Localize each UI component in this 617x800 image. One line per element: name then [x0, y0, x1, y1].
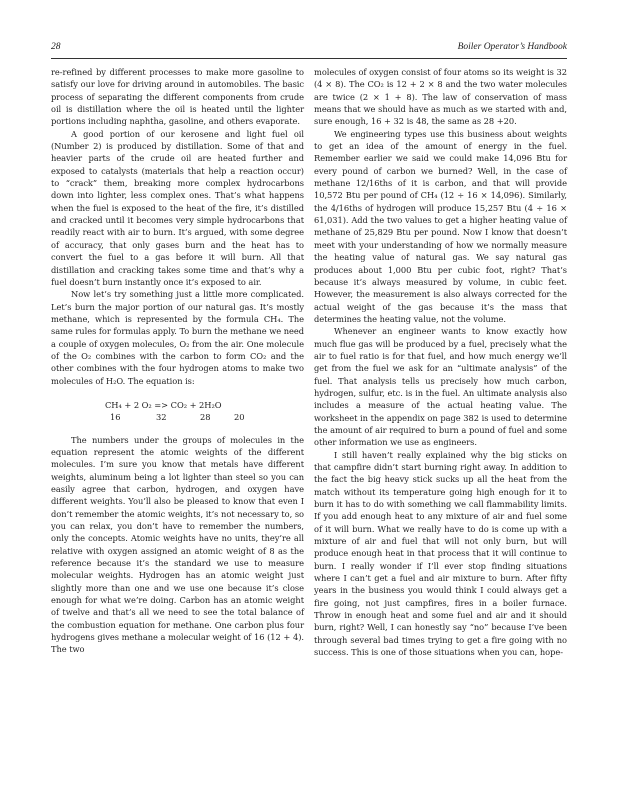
paragraph: I still haven’t really explained why the big sticks on that campfire didn’t start burning right away. In addition to the fact the big heavy stick sucks up all the heat from the match without its temperature going high enough for it to burn it has to do with something we call flammability limits. If you add enough heat to any mixture of air and fuel some of it will burn. What we really have to do is come up with a mixture of air and fuel that will not only burn, but will produce enough heat in that process that it will continue to burn. I really wonder if I’ll ever stop finding situations where I can’t get a fuel and air mixture to burn. After fifty years in the business you would think I could always get a fire going, not just campfires, fires in a boiler furnace. Throw in enough heat and some fuel and air and it should burn, right? Well, I can honestly say “no” because I’ve been through several bad times trying to get a fire going with no success. This is one of those situations when you can, hope-	[314, 449, 567, 658]
weight-co2: 28	[200, 412, 211, 423]
methane-combustion-equation	[51, 399, 304, 424]
page-number: 28	[51, 42, 61, 52]
weight-ch4: 16	[110, 412, 121, 423]
right-column	[314, 66, 567, 659]
paragraph: re-refined by different processes to make more gasoline to satisfy our love for driving around in automobiles. The basic process of separating the different components from crude oil is distillation where the oil is heated until the lighter portions including naphtha, gasoline, and others evaporate.	[51, 67, 304, 127]
paragraph: We engineering types use this business about weights to get an idea of the amount of energy in the fuel. Remember earlier we said we could make 14,096 Btu for every pound of carbon we burned? Well, in the case of methane 12/16ths of it is carbon, and that will provide 10,572 Btu per pound of CH₄ (12 ÷ 16 × 14,096). Similarly, the 4/16ths of hydrogen will produce 15,257 Btu (4 ÷ 16 × 61,031). Add the two values to get a higher heating value of methane of 25,829 Btu per pound. Now I know that doesn’t meet with your understanding of how we normally measure the heating value of natural gas. We say natural gas produces about 1,000 Btu per cubic foot, right? That’s because it’s always measured by volume, in cubic feet. However, the measurement is also always corrected for the actual weight of the gas because it’s the mass that determines the heating value, not the volume.	[314, 128, 567, 324]
weight-o2: 32	[156, 412, 167, 423]
paragraph: molecules of oxygen consist of four atoms so its weight is 32 (4 × 8). The CO₂ is 12 + 2 × 8 and the two water molecules are twice (2 × 1 + 8). The law of conservation of mass means that we should have as much as we started with and, sure enough, 16 + 32 is 48, the same as 28 +20.	[314, 67, 567, 127]
paragraph: Whenever an engineer wants to know exactly how much flue gas will be produced by a fuel, precisely what the air to fuel ratio is for that fuel, and how much energy we’ll get from the fuel we ask for an “ultimate analysis” of the fuel. That analysis tells us precisely how much carbon, hydrogen, sulfur, etc. is in the fuel. An ultimate analysis also includes a measure of the actual heating value. The worksheet in the appendix on page 382 is used to determine the amount of air required to burn a pound of fuel and some other information we use as engineers.	[314, 326, 567, 448]
paragraph: A good portion of our kerosene and light fuel oil (Number 2) is produced by distillation. Some of that and heavier parts of the crude oil are heated further and exposed to catalysts (materials that help a reaction occur) to “crack” them, breaking more complex hydrocarbons down into lighter, less complex ones. That’s what happens when the fuel is exposed to the heat of the fire, it’s distilled and cracked until it becomes very simple hydrocarbons that readily react with air to burn. It’s argued, with some degree of accuracy, that only gases burn and the heat has to convert the fuel to a gas before it will burn. All that distillation and cracking takes some time and that’s why a fuel doesn’t burn instantly once it’s exposed to air.	[51, 128, 304, 287]
weight-h2o: 20	[234, 412, 245, 423]
equation-formula: CH₄ + 2 O₂ => CO₂ + 2H₂O	[105, 399, 222, 410]
left-column	[51, 66, 304, 656]
header-rule	[51, 58, 567, 59]
running-header	[51, 42, 567, 58]
equation-weights	[51, 411, 304, 423]
book-title: Boiler Operator’s Handbook	[457, 42, 567, 52]
paragraph: Now let’s try something just a little more complicated. Let’s burn the major portion of our natural gas. It’s mostly methane, which is represented by the formula CH₄. The same rules for formulas apply. To burn the methane we need a couple of oxygen molecules, O₂ from the air. One molecule of the O₂ combines with the carbon to form CO₂ and the other combines with the four hydrogen atoms to make two molecules of H₂O. The equation is:	[51, 289, 304, 386]
paragraph: The numbers under the groups of molecules in the equation represent the atomic weights of the different molecules. I’m sure you know that metals have different weights, aluminum being a lot lighter than steel so you can easily agree that carbon, hydrogen, and oxygen have different weights. You’ll also be pleased to know that even I don’t remember the atomic weights, it’s not necessary to, so you can relax, you don’t have to remember the numbers, only the concepts. Atomic weights have no units, they’re all relative with oxygen assigned an atomic weight of 8 as the reference because it’s the standard we use to measure molecular weights. Hydrogen has an atomic weight just slightly more than one and we use one because it’s close enough for what we’re doing. Carbon has an atomic weight of twelve and that’s all we need to see the total balance of the combustion equation for methane. One carbon plus four hydrogens gives methane a molecular weight of 16 (12 + 4). The two	[51, 434, 304, 655]
